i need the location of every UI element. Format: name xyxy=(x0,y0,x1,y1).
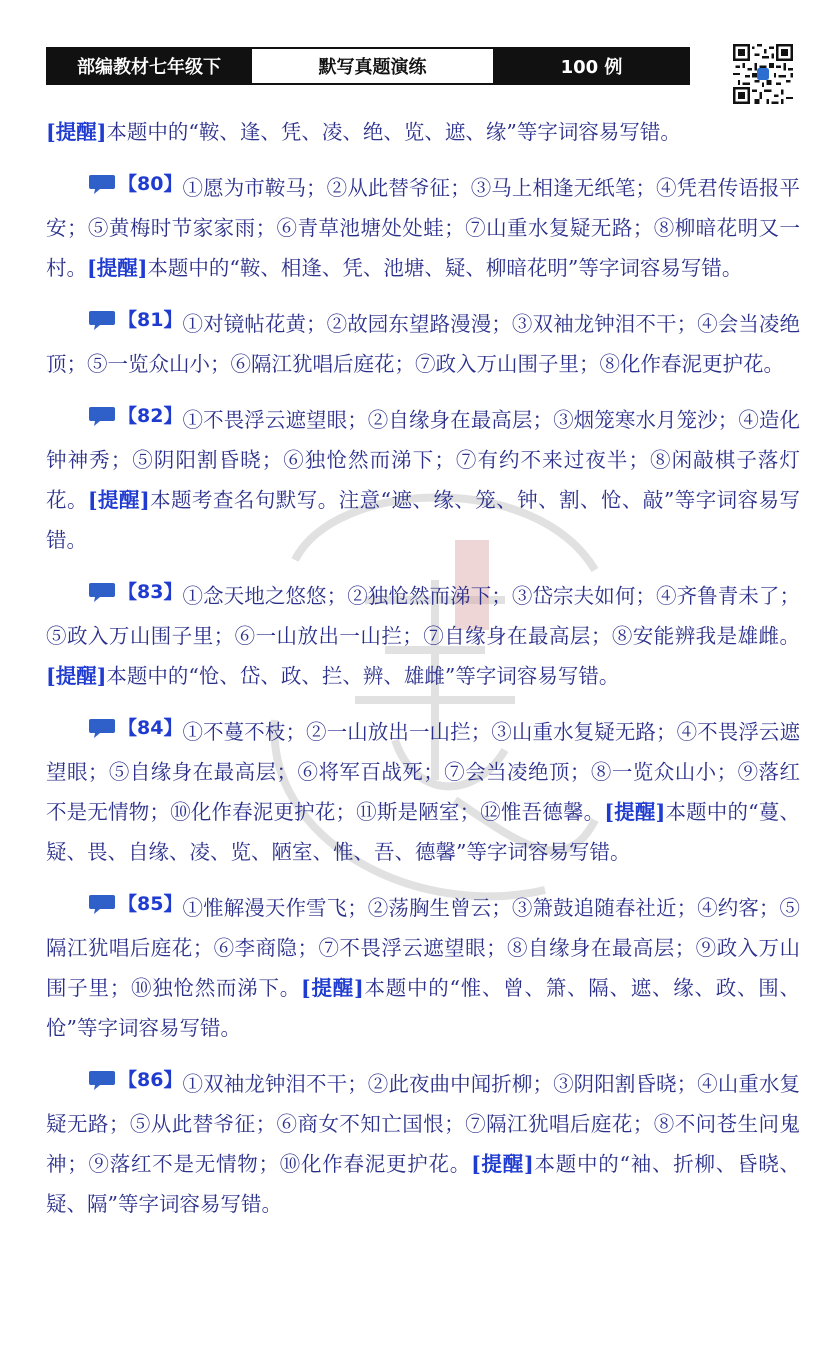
entry-number: 【84】 xyxy=(118,717,183,739)
answer-entry xyxy=(46,884,800,1048)
entry-number: 【83】 xyxy=(118,581,183,603)
intro-text: 本题中的“鞍、逢、凭、凌、绝、览、遮、缘”等字词容易写错。 xyxy=(106,120,681,144)
entry-number: 【86】 xyxy=(118,1069,183,1091)
answer-entries xyxy=(46,164,800,1224)
remind-label: [提醒] xyxy=(87,488,150,512)
answer-entry xyxy=(46,164,800,288)
entry-answers: ①愿为市鞍马；②从此替爷征；③马上相逢无纸笔；④凭君传语报平安；⑤黄梅时节家家雨；⑥青草池塘处处蛙；⑦山重水复疑无路；⑧柳暗花明又一村。 xyxy=(46,176,800,280)
chat-bubble-icon xyxy=(88,309,116,331)
entry-number: 【80】 xyxy=(118,173,183,195)
remind-text: 本题考查名句默写。注意“遮、缘、笼、钟、割、怆、敲”等字词容易写错。 xyxy=(46,488,800,552)
entry-head xyxy=(88,884,182,924)
remind-text: 本题中的“怆、岱、政、拦、辨、雄雌”等字词容易写错。 xyxy=(106,664,620,688)
entry-number: 【85】 xyxy=(118,893,183,915)
answer-content xyxy=(46,112,800,1236)
page-header xyxy=(46,47,690,85)
qr-code-icon xyxy=(733,44,793,104)
entry-number: 【82】 xyxy=(118,405,183,427)
remind-label: [提醒] xyxy=(301,976,364,1000)
answer-entry xyxy=(46,396,800,560)
header-count: 100 例 xyxy=(495,49,688,83)
chat-bubble-icon xyxy=(88,717,116,739)
chat-bubble-icon xyxy=(88,173,116,195)
remind-label: [提醒] xyxy=(46,120,107,144)
remind-text: 本题中的“鞍、相逢、凭、池塘、疑、柳暗花明”等字词容易写错。 xyxy=(147,256,743,280)
entry-head xyxy=(88,164,182,204)
answer-entry xyxy=(46,1060,800,1224)
entry-answers: ①念天地之悠悠；②独怆然而涕下；③岱宗夫如何；④齐鲁青未了；⑤政入万山围子里；⑥一山放出一山拦；⑦自缘身在最高层；⑧安能辨我是雄雌。 xyxy=(46,584,800,648)
entry-answers: ①双袖龙钟泪不干；②此夜曲中闻折柳；③阴阳割昏晓；④山重水复疑无路；⑤从此替爷征；⑥商女不知亡国恨；⑦隔江犹唱后庭花；⑧不问苍生问鬼神；⑨落红不是无情物；⑩化作春泥更护花。 xyxy=(46,1072,800,1176)
entry-answers: ①不蔓不枝；②一山放出一山拦；③山重水复疑无路；④不畏浮云遮望眼；⑤自缘身在最高层；⑥将军百战死；⑦会当凌绝顶；⑧一览众山小；⑨落红不是无情物；⑩化作春泥更护花；⑪斯是陋室；⑫惟吾德馨。 xyxy=(46,720,800,824)
answer-entry xyxy=(46,572,800,696)
intro-paragraph xyxy=(46,112,800,152)
remind-label: [提醒] xyxy=(604,800,666,824)
answer-entry xyxy=(46,300,800,384)
remind-label: [提醒] xyxy=(87,256,148,280)
chat-bubble-icon xyxy=(88,581,116,603)
answer-entry xyxy=(46,708,800,872)
entry-answers: ①对镜帖花黄；②故园东望路漫漫；③双袖龙钟泪不干；④会当凌绝顶；⑤一览众山小；⑥隔江犹唱后庭花；⑦政入万山围子里；⑧化作春泥更护花。 xyxy=(46,312,800,376)
entry-number: 【81】 xyxy=(118,309,183,331)
entry-head xyxy=(88,708,182,748)
entry-head xyxy=(88,396,182,436)
remind-text: 本题中的“蔓、疑、畏、自缘、凌、览、陋室、惟、吾、德馨”等字词容易写错。 xyxy=(46,800,800,864)
entry-head xyxy=(88,300,182,340)
header-book-title: 部编教材七年级下 xyxy=(48,49,250,83)
remind-label: [提醒] xyxy=(46,664,107,688)
chat-bubble-icon xyxy=(88,1069,116,1091)
entry-answers: ①不畏浮云遮望眼；②自缘身在最高层；③烟笼寒水月笼沙；④造化钟神秀；⑤阴阳割昏晓；⑥独怆然而涕下；⑦有约不来过夜半；⑧闲敲棋子落灯花。 xyxy=(46,408,800,512)
remind-text: 本题中的“惟、曾、箫、隔、遮、缘、政、围、怆”等字词容易写错。 xyxy=(46,976,801,1040)
entry-head xyxy=(88,1060,182,1100)
chat-bubble-icon xyxy=(88,893,116,915)
entry-answers: ①惟解漫天作雪飞；②荡胸生曾云；③箫鼓追随春社近；④约客；⑤隔江犹唱后庭花；⑥李商隐；⑦不畏浮云遮望眼；⑧自缘身在最高层；⑨政入万山围子里；⑩独怆然而涕下。 xyxy=(46,896,800,1000)
header-section-title: 默写真题演练 xyxy=(250,49,495,83)
remind-label: [提醒] xyxy=(471,1152,534,1176)
entry-head xyxy=(88,572,182,612)
remind-text: 本题中的“袖、折柳、昏晓、疑、隔”等字词容易写错。 xyxy=(46,1152,801,1216)
chat-bubble-icon xyxy=(88,405,116,427)
